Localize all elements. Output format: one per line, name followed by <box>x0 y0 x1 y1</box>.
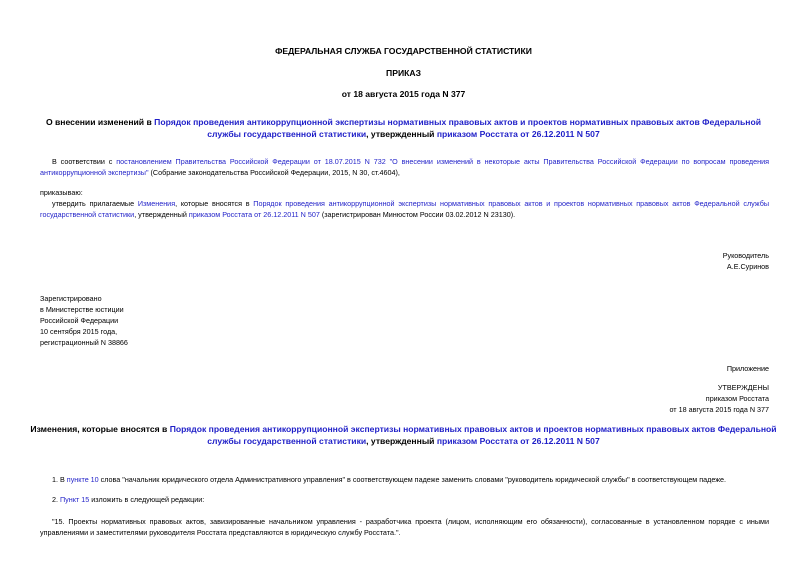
changes-title <box>30 423 777 447</box>
preamble-paragraph <box>40 156 769 178</box>
item2-clause-link[interactable]: Пункт 15 <box>60 495 90 504</box>
clause-15-quote <box>40 516 769 538</box>
quote-text: "15. Проекты нормативных правовых актов, завизированные начальником управления - разработчика проекта (лицом, исполняющим его обязанности), согласованные в установленном порядке с иными управлениями и заместителями руководителя Росстата представляются в юридическую службу Росстата.". <box>40 517 769 537</box>
change-item-2 <box>40 494 769 505</box>
registration-line: Зарегистрировано <box>40 294 102 303</box>
signature-position: Руководитель <box>722 251 769 260</box>
approval-block <box>669 382 769 415</box>
signature-block <box>723 250 769 272</box>
registration-line: регистрационный N 38866 <box>40 338 128 347</box>
agency-name: ФЕДЕРАЛЬНАЯ СЛУЖБА ГОСУДАРСТВЕННОЙ СТАТИСТИКИ <box>275 46 532 56</box>
title-procedure-link[interactable]: Порядок проведения антикоррупционной экспертизы нормативных правовых актов и проектов нормативных правовых актов Федеральной службы государственной статистики <box>154 117 762 139</box>
directive-text1: , которые вносятся в <box>175 199 254 208</box>
approval-line: от 18 августа 2015 года N 377 <box>669 405 769 414</box>
directive-order-link[interactable]: приказом Росстата от 26.12.2011 N 507 <box>188 210 320 219</box>
changes-title-prefix: Изменения, которые вносятся в <box>30 424 170 434</box>
registration-line: Российской Федерации <box>40 316 119 325</box>
preamble-resolution-link[interactable]: постановлением Правительства Российской Федерации от 18.07.2015 N 732 "О внесении изменений в некоторые акты Правительства Российской Федерации по вопросам проведения антикоррупционной экспертизы" <box>40 157 769 177</box>
registration-line: 10 сентября 2015 года, <box>40 327 118 336</box>
item1-clause-link[interactable]: пункте 10 <box>66 475 99 484</box>
changes-title-procedure-link[interactable]: Порядок проведения антикоррупционной экспертизы нормативных правовых актов и проектов нормативных правовых актов Федеральной службы государственной статистики <box>169 424 777 446</box>
approval-line: УТВЕРЖДЕНЫ <box>717 383 769 392</box>
directive-changes-link[interactable]: Изменения <box>137 199 176 208</box>
changes-title-middle: , утвержденный <box>366 436 437 446</box>
order-word: приказываю: <box>40 188 83 197</box>
signature-name: А.Е.Суринов <box>726 262 769 271</box>
directive-suffix: (зарегистрирован Минюстом России 03.02.2012 N 23130). <box>319 210 516 219</box>
appendix-label: Приложение <box>726 364 769 373</box>
approval-line: приказом Росстата <box>705 394 769 403</box>
title-order-link[interactable]: приказом Росстата от 26.12.2011 N 507 <box>436 129 600 139</box>
item2-prefix: 2. <box>52 495 60 504</box>
item1-prefix: 1. В <box>52 475 67 484</box>
document-date-number: от 18 августа 2015 года N 377 <box>341 89 466 99</box>
preamble-suffix: (Собрание законодательства Российской Федерации, 2015, N 30, ст.4604), <box>148 168 400 177</box>
title-prefix: О внесении изменений в <box>45 117 155 127</box>
directive-paragraph <box>40 198 769 220</box>
item2-text: изложить в следующей редакции: <box>89 495 205 504</box>
directive-prefix: утвердить прилагаемые <box>52 199 138 208</box>
directive-procedure-link[interactable]: Порядок проведения антикоррупционной экспертизы нормативных правовых актов и проектов нормативных правовых актов Федеральной службы государственной статистики <box>40 199 769 219</box>
title-middle: , утвержденный <box>366 129 437 139</box>
document-type: ПРИКАЗ <box>386 68 421 78</box>
document-title <box>30 116 777 140</box>
registration-block <box>40 293 128 348</box>
preamble-prefix: В соответствии с <box>52 157 117 166</box>
changes-title-order-link[interactable]: приказом Росстата от 26.12.2011 N 507 <box>436 436 600 446</box>
registration-line: в Министерстве юстиции <box>40 305 124 314</box>
change-item-1 <box>40 474 769 485</box>
directive-text2: , утвержденный <box>134 210 189 219</box>
item1-text: слова "начальник юридического отдела Административного управления" в соответствующем падеже заменить словами "руководитель юридической службы" в соответствующем падеже. <box>98 475 727 484</box>
